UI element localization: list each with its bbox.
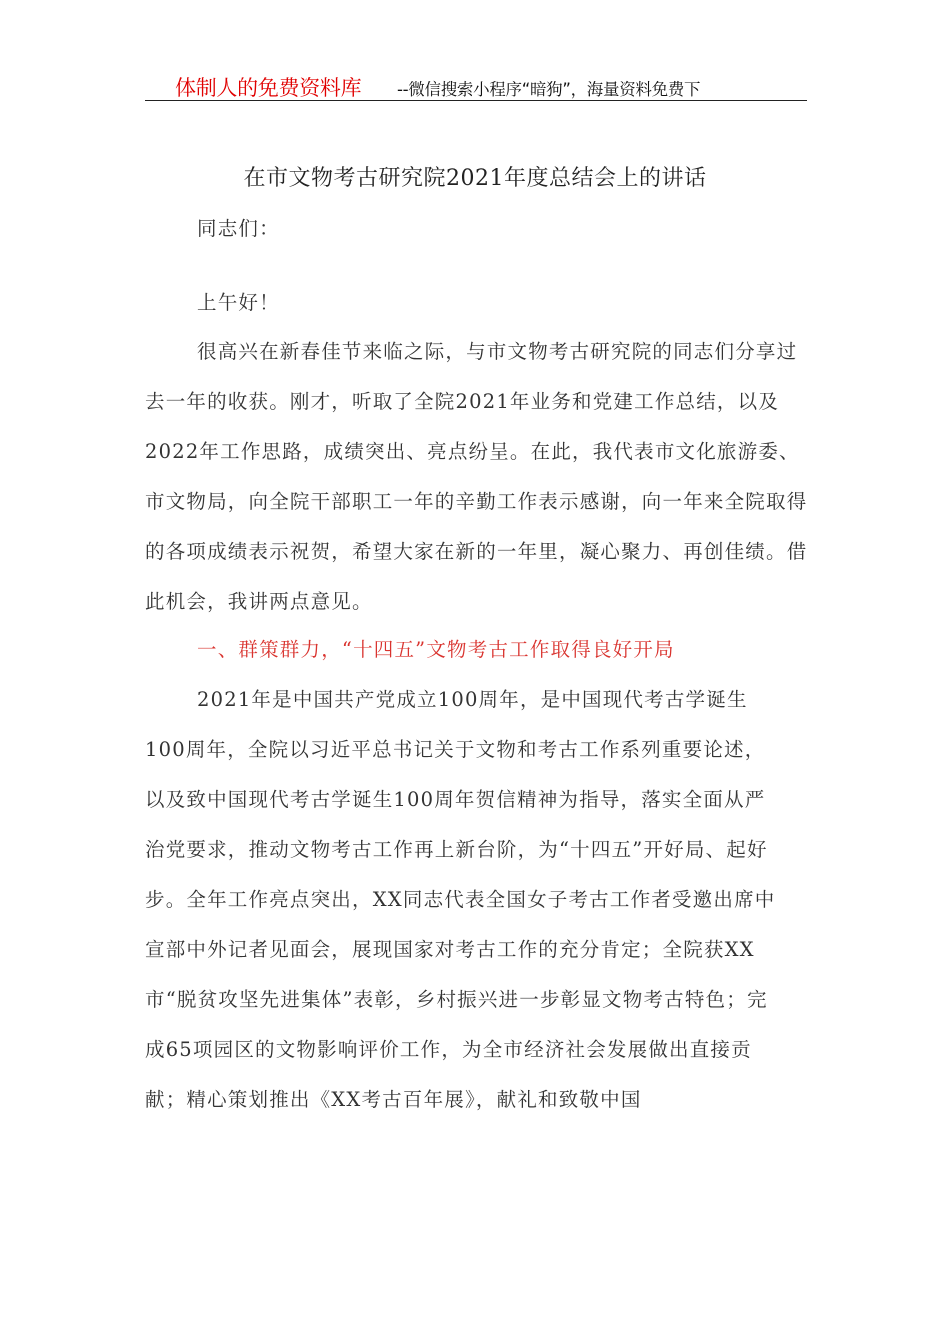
header-brand: 体制人的免费资料库 <box>175 76 362 100</box>
page-header <box>145 70 807 101</box>
salutation: 同志们： <box>197 217 280 240</box>
section-heading: 一、群策群力，“十四五”文物考古工作取得良好开局 <box>197 638 675 661</box>
header-tagline: --微信搜索小程序“暗狗”，海量资料免费下 <box>397 80 701 99</box>
section-body-paragraph: 2021年是中国共产党成立100周年，是中国现代考古学诞生100周年，全院以习近平总书记关于文物和考古工作系列重要论述，以及致中国现代考古学诞生100周年贺信精神为指导，落实全面从严治党要求，推动文物考古工作再上新台阶，为“十四五”开好局、起好步。全年工作亮点突出，XX同志代表全国女子考古工作者受邀出席中宣部中外记者见面会，展现国家对考古工作的充分肯定；全院获XX市“脱贫攻坚先进集体”表彰，乡村振兴进一步彰显文物考古特色；完成65项园区的文物影响评价工作，为全市经济社会发展做出直接贡献；精心策划推出《XX考古百年展》，献礼和致敬中国 <box>145 688 776 1111</box>
document-title: 在市文物考古研究院2021年度总结会上的讲话 <box>243 166 707 191</box>
greeting: 上午好！ <box>197 291 280 314</box>
intro-paragraph: 很高兴在新春佳节来临之际，与市文物考古研究院的同志们分享过去一年的收获。刚才，听取了全院2021年业务和党建工作总结，以及2022年工作思路，成绩突出、亮点纷呈。在此，我代表市文化旅游委、市文物局，向全院干部职工一年的辛勤工作表示感谢，向一年来全院取得的各项成绩表示祝贺，希望大家在新的一年里，凝心聚力、再创佳绩。借此机会，我讲两点意见。 <box>145 340 808 613</box>
